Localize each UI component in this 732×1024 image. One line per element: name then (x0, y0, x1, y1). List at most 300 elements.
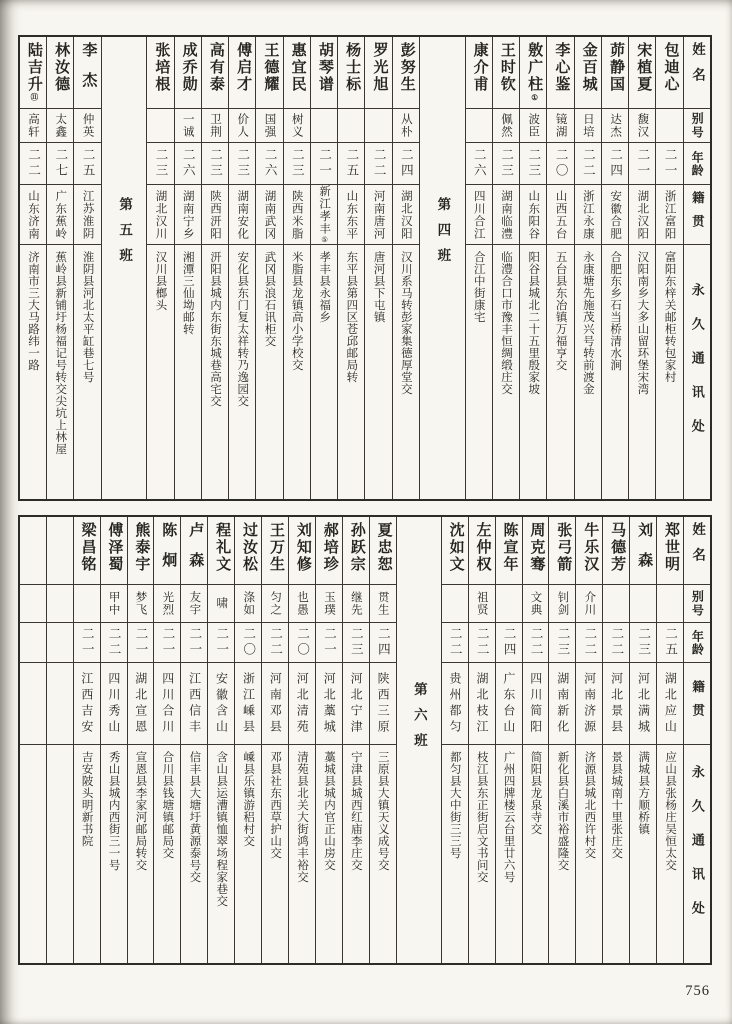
empty-native (47, 663, 73, 745)
person-native-place-text: 四川合江 (472, 189, 485, 240)
person-age-text: 二二 (107, 627, 122, 658)
person-name (154, 517, 180, 585)
person-address (235, 745, 261, 955)
person-native-place-text: 山西五台 (554, 189, 567, 240)
person-age-text: 二四 (376, 627, 391, 658)
person-address-text: 淮阴县河北太平缸巷七号 (81, 251, 94, 383)
person-name (147, 37, 173, 109)
person-column (656, 517, 683, 963)
person-alias-text: 仲英 (81, 113, 94, 138)
person-column (310, 37, 337, 499)
person-address-text: 合川县钱塘镇邮局交 (161, 751, 174, 859)
class-marker-label: 第五班 (117, 197, 133, 274)
person-age (365, 143, 391, 185)
person-native-place-text: 江西信丰 (187, 671, 202, 736)
person-alias-text: 玉璞 (322, 591, 335, 616)
person-name (576, 517, 602, 585)
person-alias-text: 涤如 (242, 591, 255, 616)
person-alias (496, 585, 522, 623)
person-name (229, 37, 255, 109)
person-age-text: 二二 (372, 148, 387, 179)
person-column (337, 37, 364, 499)
person-age (202, 143, 228, 185)
person-age (575, 143, 601, 185)
person-age-text: 二三 (555, 627, 570, 658)
person-name (256, 37, 282, 109)
empty-column (20, 517, 46, 963)
person-age (496, 623, 522, 663)
person-name (523, 517, 549, 585)
person-native-place-text: 四川简阳 (528, 671, 543, 736)
header-name (684, 37, 710, 109)
person-age (547, 143, 573, 185)
person-name (262, 517, 288, 585)
person-address-text: 宁津县城西红庙李庄交 (349, 751, 362, 871)
person-name-text: 敫广柱① (526, 42, 543, 102)
person-alias-text: 甲中 (107, 591, 120, 616)
person-age (602, 143, 628, 185)
header-alias (684, 585, 710, 623)
person-name-text: 茆静国 (607, 42, 624, 93)
person-column (73, 517, 100, 963)
person-address (256, 245, 282, 491)
person-column (146, 37, 173, 499)
person-name (629, 37, 655, 109)
person-age (175, 143, 201, 185)
person-column (255, 37, 282, 499)
person-address (284, 245, 310, 491)
person-column (492, 37, 519, 499)
person-name (338, 37, 364, 109)
person-alias (466, 109, 492, 143)
person-address (575, 245, 601, 491)
empty-column (46, 517, 73, 963)
person-age-text: 二二 (448, 627, 463, 658)
header-name-text: 姓名 (690, 522, 706, 573)
person-alias (229, 109, 255, 143)
person-native-place-text: 湖北宣恩 (133, 671, 148, 736)
person-age (656, 143, 682, 185)
person-column (201, 37, 228, 499)
person-native-place (311, 185, 337, 245)
person-age (289, 623, 315, 663)
person-column (46, 37, 73, 499)
person-address-text: 蕉岭县新铺圩杨福记号转交尖坑上林屋 (54, 251, 67, 455)
person-name-text: 王万生 (267, 522, 284, 573)
person-alias-text: 友宇 (188, 591, 201, 616)
person-native-place-text: 贵州都匀 (448, 671, 463, 736)
person-alias-text: 达杰 (609, 113, 622, 138)
person-name-text: 沈如文 (447, 522, 464, 573)
person-native-place (181, 663, 207, 745)
person-age-text: 二二 (475, 627, 490, 658)
person-address (74, 245, 100, 491)
person-alias (442, 585, 468, 623)
person-native-place-text: 浙江嵊县 (241, 671, 256, 736)
person-alias (235, 585, 261, 623)
person-address (520, 245, 546, 491)
person-address-text: 东平县第四区苍邱邮局转 (345, 251, 358, 383)
person-address-text: 秀山县城内西街三一号 (107, 751, 120, 871)
person-name-text: 王德耀 (262, 42, 279, 93)
person-address-text: 五台县东冶镇万福亨交 (554, 251, 567, 371)
person-name (547, 37, 573, 109)
person-native-place-text: 安徽含山 (214, 671, 229, 736)
person-address (549, 745, 575, 955)
person-native-place-text: 湖北汉川 (154, 189, 167, 240)
person-column (602, 517, 629, 963)
person-age-text: 二五 (81, 148, 96, 179)
person-age (74, 143, 100, 185)
person-alias-text: 钊剑 (556, 591, 569, 616)
person-address (289, 745, 315, 955)
person-address-text: 吉安陂头明新书院 (80, 751, 93, 847)
person-native-place-text: 河北清苑 (295, 671, 310, 736)
person-native-place-text: 陕西三原 (376, 671, 391, 736)
person-alias (657, 585, 683, 623)
person-address (101, 745, 127, 955)
person-alias-text: 文典 (529, 591, 542, 616)
person-address (493, 245, 519, 491)
header-age-text: 年龄 (690, 150, 705, 177)
person-age (154, 623, 180, 663)
person-alias-text: 佩然 (500, 113, 513, 138)
person-column (369, 517, 396, 963)
person-name-text: 李杰 (80, 42, 97, 102)
person-address-text: 新化县白溪市裕盛隆交 (556, 751, 569, 871)
class-marker-column (396, 517, 441, 963)
person-address-text: 三原县大镇天义成号交 (376, 751, 389, 871)
person-address (469, 745, 495, 955)
person-age (284, 143, 310, 185)
person-address (338, 245, 364, 491)
person-address-text: 湘潭三仙坳邮转 (181, 251, 194, 335)
person-alias (370, 585, 396, 623)
person-address-text: 富阳东梓关邮柜转包家村 (663, 251, 676, 383)
person-age-text: 二一 (322, 627, 337, 658)
person-name-text: 傅启才 (235, 42, 252, 93)
person-native-place (235, 663, 261, 745)
person-name-text: 张弓箭 (555, 522, 572, 573)
person-age (262, 623, 288, 663)
person-native-place-text: 河北满城 (636, 671, 651, 736)
footnote-mark: ⑪ (29, 93, 39, 101)
person-address (576, 745, 602, 955)
person-name-text: 傅泽蜀 (106, 522, 123, 573)
person-column (20, 37, 46, 499)
person-address-text: 汉阳南乡大多山留环堡宋湾 (636, 251, 649, 395)
person-address-text: 嵊县乐镇游稆村交 (242, 751, 255, 847)
person-age (523, 623, 549, 663)
person-name (20, 37, 46, 109)
person-age-text: 二一 (160, 627, 175, 658)
person-address (603, 745, 629, 955)
person-name (175, 37, 201, 109)
person-age-text: 二五 (344, 148, 359, 179)
person-alias-text: 也愚 (296, 591, 309, 616)
person-name (343, 517, 369, 585)
person-address-text: 临澧合口市豫丰恒绸缎庄交 (500, 251, 513, 395)
person-name (235, 517, 261, 585)
person-age (20, 143, 46, 185)
person-age-text: 二一 (663, 148, 678, 179)
person-address-text: 广州四牌楼云台里廿六号 (502, 751, 515, 883)
person-alias (547, 109, 573, 143)
person-address-text: 济南市三大马路纬一路 (27, 251, 40, 371)
roster-table-upper (18, 35, 712, 501)
person-alias-text: 从朴 (399, 113, 412, 138)
person-native-place (466, 185, 492, 245)
person-name-text: 熊泰宇 (133, 522, 150, 573)
person-age (442, 623, 468, 663)
person-native-place (602, 185, 628, 245)
person-native-place (575, 185, 601, 245)
person-alias-text: 继先 (349, 591, 362, 616)
person-age-text: 二六 (472, 148, 487, 179)
person-native-place-text: 江西吉安 (79, 671, 94, 736)
person-native-place-text: 山东阳谷 (527, 189, 540, 240)
person-native-place (338, 185, 364, 245)
person-native-place (74, 185, 100, 245)
person-name-text: 成乔勋 (180, 42, 197, 93)
person-native-place-text: 新江孝丰⑤ (318, 185, 331, 244)
person-address-text: 宣恩县李家河邮局转交 (134, 751, 147, 871)
person-address-text: 应山县张杨庄吴恒太交 (664, 751, 677, 871)
person-alias (256, 109, 282, 143)
header-address-text: 永久通讯处 (689, 283, 705, 453)
person-native-place (393, 185, 419, 245)
person-address (128, 745, 154, 955)
person-alias-text: 波臣 (527, 113, 540, 138)
person-native-place (208, 663, 234, 745)
person-age-text: 二一 (635, 148, 650, 179)
person-name-text: 郝培珍 (321, 522, 338, 573)
person-native-place-text: 山东东平 (345, 189, 358, 240)
person-alias (493, 109, 519, 143)
person-name-text: 包迪心 (662, 42, 679, 93)
person-native-place-text: 陕西米脂 (290, 189, 303, 240)
person-name (202, 37, 228, 109)
person-alias-text: 一诚 (181, 113, 194, 138)
person-alias (549, 585, 575, 623)
person-native-place (370, 663, 396, 745)
person-age (576, 623, 602, 663)
person-address-text: 简阳县龙泉寺交 (529, 751, 542, 835)
person-name-text: 过汝松 (241, 522, 258, 573)
person-column (548, 517, 575, 963)
person-name-text: 刘知修 (294, 522, 311, 573)
person-alias (202, 109, 228, 143)
person-name-text: 周克骞 (528, 522, 545, 573)
person-name (549, 517, 575, 585)
empty-name (47, 517, 73, 585)
person-address-text: 汉川县榔头 (154, 251, 167, 311)
person-native-place (603, 663, 629, 745)
header-age-text: 年龄 (690, 629, 705, 656)
person-age-text: 二五 (663, 627, 678, 658)
class-marker-column (419, 37, 465, 499)
person-native-place (549, 663, 575, 745)
person-alias-text: 卫荆 (209, 113, 221, 138)
header-native (684, 663, 710, 745)
person-native-place-text: 湖北应山 (663, 671, 678, 736)
person-name-text: 陆吉升⑪ (25, 42, 42, 101)
person-age-text: 二七 (53, 148, 68, 179)
person-alias (74, 109, 100, 143)
person-column (228, 37, 255, 499)
person-age (208, 623, 234, 663)
person-address-text: 武冈县浪石讯柜交 (263, 251, 276, 347)
person-column (655, 37, 682, 499)
person-name (101, 517, 127, 585)
header-column (683, 37, 710, 499)
person-alias (365, 109, 391, 143)
person-address (20, 245, 46, 491)
person-alias (181, 585, 207, 623)
person-age-text: 二二 (582, 627, 597, 658)
person-name-text: 李心鉴 (553, 42, 570, 93)
person-name-text: 刘森 (636, 522, 653, 582)
person-address-text: 合肥东乡石当桥清水涧 (609, 251, 622, 371)
person-column (207, 517, 234, 963)
person-alias-text: 光烈 (161, 591, 174, 616)
person-alias (629, 109, 655, 143)
person-column (495, 517, 522, 963)
header-native (684, 185, 710, 245)
person-age-text: 二三 (154, 148, 168, 179)
person-alias (338, 109, 364, 143)
person-address-text: 邓县社东西草护山交 (269, 751, 282, 859)
person-age (74, 623, 100, 663)
empty-name (20, 517, 46, 585)
person-name-text: 左仲权 (474, 522, 491, 573)
person-age (256, 143, 282, 185)
person-name-text: 胡琴谱 (316, 42, 333, 93)
person-alias (147, 109, 173, 143)
person-alias-text: 树义 (290, 113, 303, 138)
person-address-text: 阳谷县城北二十五里殷家坡 (527, 251, 540, 395)
person-native-place-text: 河北宁津 (349, 671, 364, 736)
person-address-text: 孝丰县永福乡 (318, 251, 331, 323)
person-alias-text: 祖贤 (475, 591, 488, 616)
person-address-text: 景县城南十里张庄交 (610, 751, 623, 859)
class-marker-column (101, 37, 147, 499)
person-name (496, 517, 522, 585)
person-address (229, 245, 255, 491)
person-alias (208, 585, 234, 623)
person-column (234, 517, 261, 963)
person-age-text: 二二 (609, 627, 624, 658)
person-native-place (47, 185, 73, 245)
person-address (262, 745, 288, 955)
person-native-place (442, 663, 468, 745)
person-native-place (74, 663, 100, 745)
header-name-text: 姓名 (689, 42, 705, 93)
empty-age (20, 623, 46, 663)
person-native-place (547, 185, 573, 245)
person-native-place (656, 185, 682, 245)
person-native-place-text: 河南唐河 (372, 189, 385, 240)
person-native-place-text: 浙江永康 (581, 189, 594, 240)
person-address (147, 245, 173, 491)
person-name-text: 宋植夏 (635, 42, 652, 93)
person-age-text: 二一 (317, 148, 332, 179)
person-name (208, 517, 234, 585)
person-native-place (20, 185, 46, 245)
person-alias-text: 国强 (263, 113, 276, 138)
person-column (546, 37, 573, 499)
person-name-text: 彭努生 (398, 42, 415, 93)
header-native-text: 籍贯 (690, 680, 705, 727)
person-native-place-text: 湖南宁乡 (181, 189, 194, 240)
person-name-text: 金百城 (580, 42, 597, 93)
footnote-mark: ① (530, 93, 540, 102)
person-native-place-text: 四川合川 (160, 671, 175, 736)
person-native-place (289, 663, 315, 745)
person-age-text: 二三 (499, 148, 514, 179)
person-native-place (657, 663, 683, 745)
person-alias-text: 价人 (236, 113, 249, 138)
person-native-place (154, 663, 180, 745)
person-column (468, 517, 495, 963)
person-native-place (175, 185, 201, 245)
person-name (128, 517, 154, 585)
person-age-text: 二四 (399, 148, 414, 179)
person-address-text: 藁城县城内官正山房交 (322, 751, 335, 871)
person-age (493, 143, 519, 185)
person-native-place-text: 江苏淮阴 (81, 189, 94, 240)
person-age-text: 二三 (235, 148, 250, 179)
person-address-text: 满城县方顺桥镇 (637, 751, 650, 835)
person-name (603, 517, 629, 585)
person-alias (603, 585, 629, 623)
person-address-text: 汉川系马转彭家集德厚堂交 (399, 251, 412, 395)
header-address-text: 永久通讯处 (689, 765, 705, 935)
person-alias (656, 109, 682, 143)
person-alias (520, 109, 546, 143)
person-name-text: 张培根 (153, 42, 170, 93)
person-age (235, 623, 261, 663)
person-native-place-text: 广东台山 (501, 671, 516, 736)
person-age (549, 623, 575, 663)
person-name-text: 郑世明 (662, 522, 679, 573)
person-address-text: 含山县运漕镇恤翠场程家巷交 (215, 751, 228, 907)
person-column (441, 517, 468, 963)
person-name-text: 夏忠恕 (375, 522, 392, 573)
person-address (343, 745, 369, 955)
person-name (289, 517, 315, 585)
person-age-text: 二一 (134, 627, 149, 658)
person-native-place (496, 663, 522, 745)
person-native-place (629, 185, 655, 245)
person-alias (602, 109, 628, 143)
person-address (181, 745, 207, 955)
empty-age (47, 623, 73, 663)
person-alias (343, 585, 369, 623)
person-address (47, 245, 73, 491)
person-address-text: 唐河县下屯镇 (372, 251, 385, 323)
person-age (316, 623, 342, 663)
person-address-text: 汧阳县城内东街东城巷高宅交 (209, 251, 221, 407)
person-native-place (520, 185, 546, 245)
person-column (315, 517, 342, 963)
person-age (393, 143, 419, 185)
person-alias (154, 585, 180, 623)
person-native-place (630, 663, 656, 745)
person-alias-text: 介川 (583, 591, 596, 616)
person-alias (101, 585, 127, 623)
person-name (575, 37, 601, 109)
